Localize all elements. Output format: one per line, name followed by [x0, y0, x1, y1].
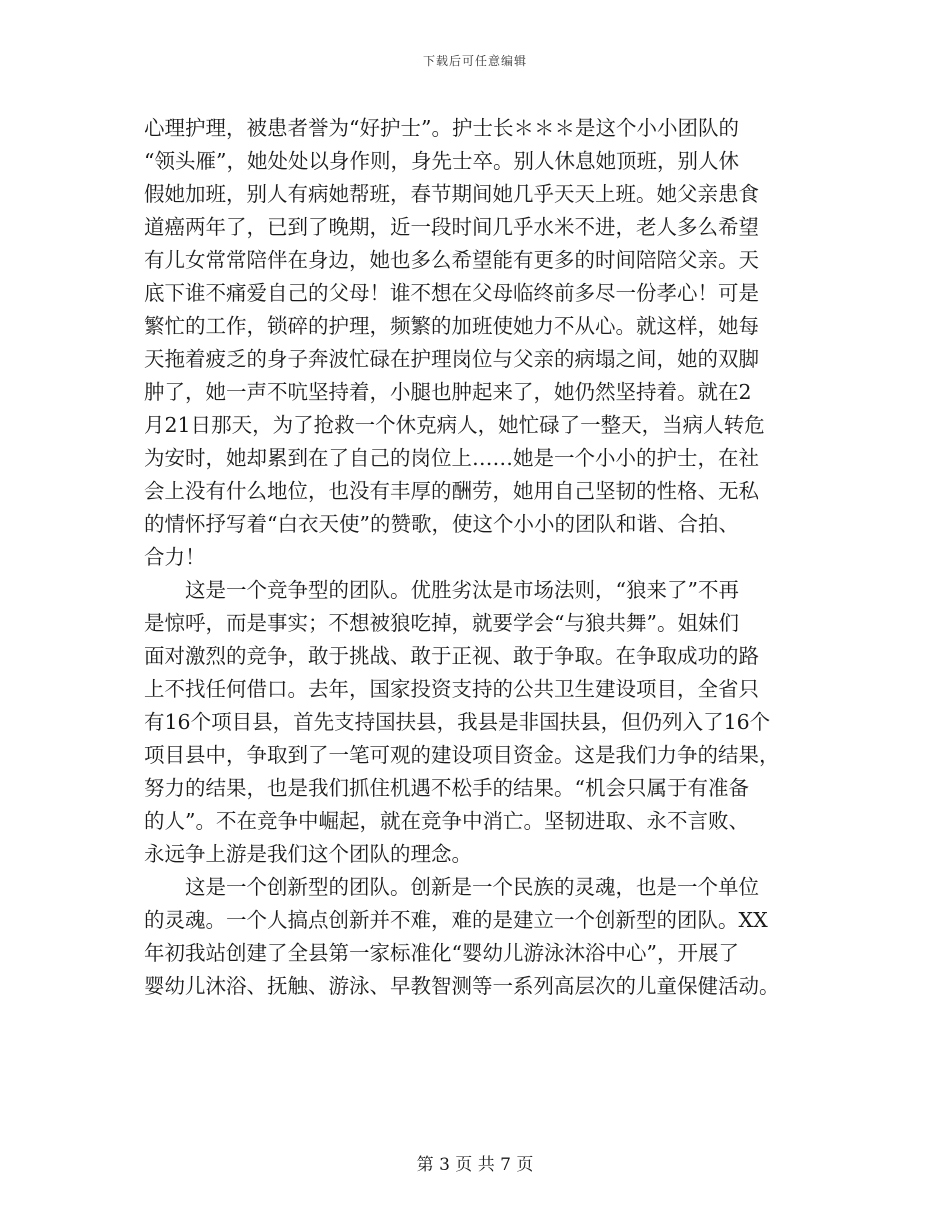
text-line: 上不找任何借口。去年，国家投资支持的公共卫生建设项目，全省只 [144, 677, 759, 701]
text-line: 是惊呼，而是事实；不想被狼吃掉，就要学会“与狼共舞”。姐妹们 [144, 611, 739, 635]
text-line: 的情怀抒写着“白衣天使”的赞歌，使这个小小的团队和谐、合拍、 [144, 512, 739, 536]
text-line: 项目县中，争取到了一笔可观的建设项目资金。这是我们力争的结果， [144, 743, 780, 767]
page-footer: 第 3 页 共 7 页 [416, 1155, 534, 1175]
text-line: 肿了，她一声不吭坚持着，小腿也肿起来了，她仍然坚持着。就在2 [144, 380, 752, 404]
text-line: 繁忙的工作，锁碎的护理，频繁的加班使她力不从心。就这样，她每 [144, 314, 759, 338]
text-line: 假她加班，别人有病她帮班，春节期间她几乎天天上班。她父亲患食 [144, 182, 759, 206]
document-body [144, 112, 816, 1003]
text-line: 道癌两年了，已到了晚期，近一段时间几乎水米不进，老人多么希望 [144, 215, 759, 239]
text-line: 年初我站创建了全县第一家标准化“婴幼儿游泳沐浴中心”，开展了 [144, 941, 739, 965]
text-line: 婴幼儿沐浴、抚触、游泳、早教智测等一系列高层次的儿童保健活动。 [144, 974, 780, 998]
page-header: 下载后可任意编辑 [422, 54, 527, 68]
text-line: 的人”。不在竞争中崛起，就在竞争中消亡。坚韧进取、永不言败、 [144, 809, 749, 833]
text-line: 这是一个竞争型的团队。优胜劣汰是市场法则，“狼来了”不再 [144, 578, 739, 602]
text-line: 底下谁不痛爱自己的父母！谁不想在父母临终前多尽一份孝心！可是 [144, 281, 759, 305]
text-line: 这是一个创新型的团队。创新是一个民族的灵魂，也是一个单位 [144, 875, 759, 899]
text-line: 为安时，她却累到在了自己的岗位上……她是一个小小的护士，在社 [144, 446, 759, 470]
text-line: “领头雁”，她处处以身作则，身先士卒。别人休息她顶班，别人休 [144, 149, 739, 173]
text-line: 月21日那天，为了抢救一个休克病人，她忙碌了一整天，当病人转危 [144, 413, 765, 437]
text-line: 合力！ [144, 545, 206, 569]
text-line: 的灵魂。一个人搞点创新并不难，难的是建立一个创新型的团队。XX [144, 908, 768, 932]
text-line: 面对激烈的竞争，敢于挑战、敢于正视、敢于争取。在争取成功的路 [144, 644, 759, 668]
text-line: 永远争上游是我们这个团队的理念。 [144, 842, 472, 866]
text-line: 会上没有什么地位，也没有丰厚的酬劳，她用自己坚韧的性格、无私 [144, 479, 759, 503]
text-line: 心理护理，被患者誉为“好护士”。护士长＊＊＊是这个小小团队的 [144, 116, 739, 140]
text-line: 有16个项目县，首先支持国扶县，我县是非国扶县，但仍列入了16个 [144, 710, 771, 734]
text-line: 努力的结果，也是我们抓住机遇不松手的结果。“机会只属于有准备 [144, 776, 749, 800]
text-line: 有儿女常常陪伴在身边，她也多么希望能有更多的时间陪陪父亲。天 [144, 248, 759, 272]
text-line: 天拖着疲乏的身子奔波忙碌在护理岗位与父亲的病塌之间，她的双脚 [144, 347, 759, 371]
